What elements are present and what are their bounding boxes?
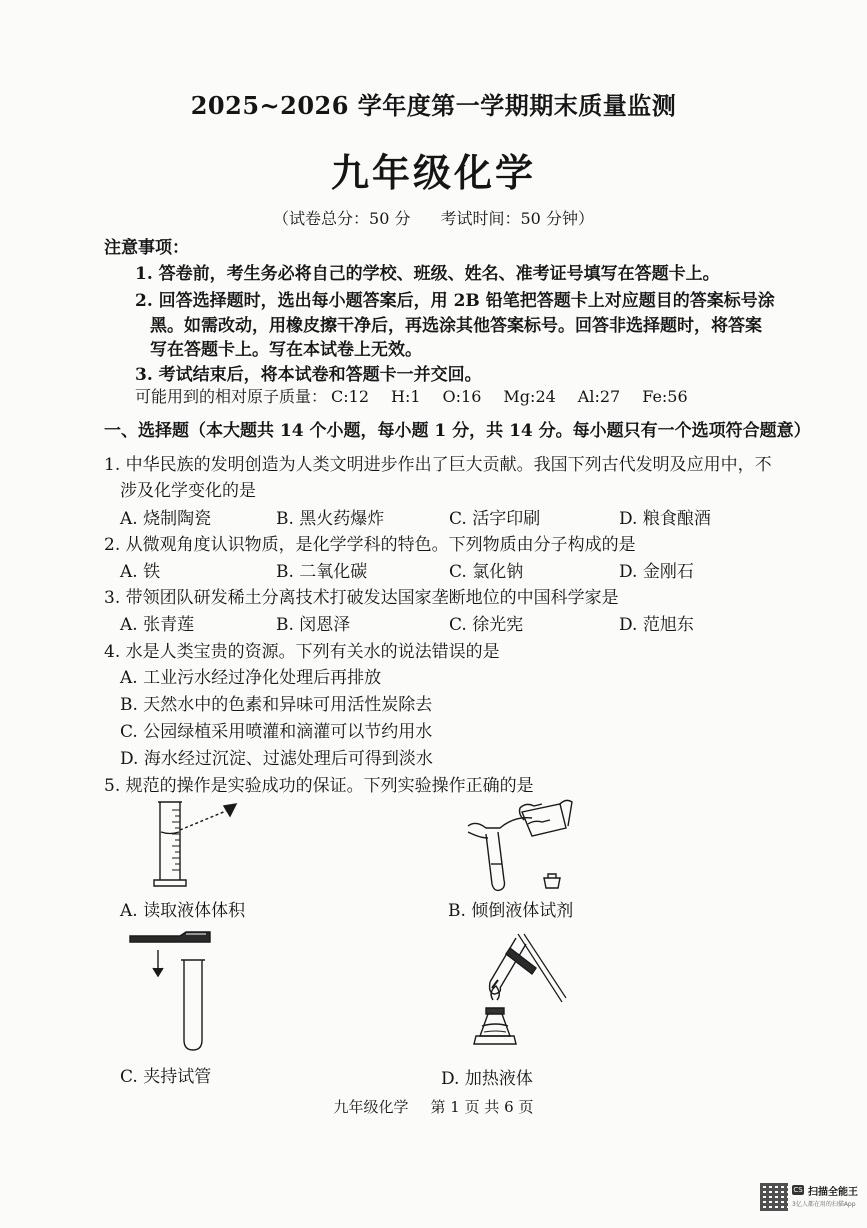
total-score: （试卷总分：50 分 — [273, 209, 411, 228]
q5-caption-d: D. 加热液体 — [441, 1069, 533, 1089]
q2-stem: 2. 从微观角度认识物质，是化学学科的特色。下列物质由分子构成的是 — [104, 535, 636, 555]
notice-item-2-line-2: 黑。如需改动，用橡皮擦干净后，再选涂其他答案标号。回答非选择题时，将答案 — [150, 316, 762, 336]
figure-b-pouring-liquid — [462, 794, 582, 894]
q4-option-d: D. 海水经过沉淀、过滤处理后可得到淡水 — [120, 749, 433, 769]
figure-c-test-tube-holder — [126, 930, 216, 1052]
qr-code-icon — [760, 1183, 788, 1211]
atomic-mass-o: O:16 — [442, 387, 482, 406]
notice-heading: 注意事项： — [104, 238, 189, 258]
atomic-mass-label: 可能用到的相对原子质量： — [135, 387, 328, 406]
footer-page-number: 第 1 页 共 6 页 — [430, 1098, 534, 1116]
subject-title: 九年级化学 — [330, 150, 536, 195]
atomic-mass-h: H:1 — [391, 387, 421, 406]
q3-option-a: A. 张青莲 — [120, 615, 195, 635]
q4-option-b: B. 天然水中的色素和异味可用活性炭除去 — [120, 695, 433, 715]
atomic-mass-al: Al:27 — [577, 387, 621, 406]
q1-stem-line-1: 1. 中华民族的发明创造为人类文明进步作出了巨大贡献。我国下列古代发明及应用中，不 — [104, 455, 772, 475]
atomic-mass-mg: Mg:24 — [503, 387, 556, 406]
exam-time: 考试时间：50 分钟） — [440, 209, 594, 228]
q4-option-c: C. 公园绿植采用喷灌和滴灌可以节约用水 — [120, 722, 433, 742]
q3-option-c: C. 徐光宪 — [449, 615, 524, 635]
q3-option-d: D. 范旭东 — [619, 615, 694, 635]
footer-subject: 九年级化学 — [333, 1098, 409, 1116]
scanner-app-name: 扫描全能王 — [808, 1187, 858, 1198]
exam-title: 2025~2026 学年度第一学期期末质量监测 — [190, 91, 677, 120]
figure-d-heating-liquid — [462, 928, 572, 1052]
q3-option-b: B. 闵恩泽 — [276, 615, 351, 635]
app-badge: CS — [793, 1186, 803, 1194]
q1-option-a: A. 烧制陶瓷 — [120, 509, 212, 529]
q5-caption-b: B. 倾倒液体试剂 — [448, 901, 574, 921]
q2-option-d: D. 金刚石 — [619, 562, 694, 582]
atomic-mass-c: C:12 — [331, 387, 370, 406]
notice-item-2-line-1: 2. 回答选择题时，选出每小题答案后，用 2B 铅笔把答题卡上对应题目的答案标号涂 — [135, 291, 775, 311]
q4-stem: 4. 水是人类宝贵的资源。下列有关水的说法错误的是 — [104, 642, 500, 662]
q3-stem: 3. 带领团队研发稀土分离技术打破发达国家垄断地位的中国科学家是 — [104, 588, 619, 608]
atomic-mass-line — [135, 384, 710, 407]
q2-option-b: B. 二氧化碳 — [276, 562, 368, 582]
notice-item-2-line-3: 写在答题卡上。写在本试卷上无效。 — [150, 340, 422, 360]
q5-caption-a: A. 读取液体体积 — [120, 901, 246, 921]
notice-item-3: 3. 考试结束后，将本试卷和答题卡一并交回。 — [135, 365, 482, 385]
notice-item-1: 1. 答卷前，考生务必将自己的学校、班级、姓名、准考证号填写在答题卡上。 — [135, 264, 720, 284]
q1-option-d: D. 粮食酿酒 — [619, 509, 711, 529]
q1-option-c: C. 活字印刷 — [449, 509, 541, 529]
figure-a-graduated-cylinder — [140, 798, 250, 894]
scanner-app-tagline: 3亿人都在用的扫描App — [792, 1201, 856, 1208]
q1-option-b: B. 黑火药爆炸 — [276, 509, 385, 529]
exam-meta — [0, 206, 867, 229]
q2-option-c: C. 氯化钠 — [449, 562, 524, 582]
q4-option-a: A. 工业污水经过净化处理后再排放 — [120, 668, 382, 688]
scanner-watermark — [760, 1183, 860, 1213]
q2-option-a: A. 铁 — [120, 562, 161, 582]
section-1-heading: 一、选择题（本大题共 14 个小题，每小题 1 分，共 14 分。每小题只有一个选项符合题意） — [104, 421, 811, 441]
q5-caption-c: C. 夹持试管 — [120, 1067, 212, 1087]
page-footer — [0, 1096, 867, 1117]
q5-stem: 5. 规范的操作是实验成功的保证。下列实验操作正确的是 — [104, 776, 534, 796]
atomic-mass-fe: Fe:56 — [642, 387, 688, 406]
q1-stem-line-2: 涉及化学变化的是 — [120, 481, 256, 501]
